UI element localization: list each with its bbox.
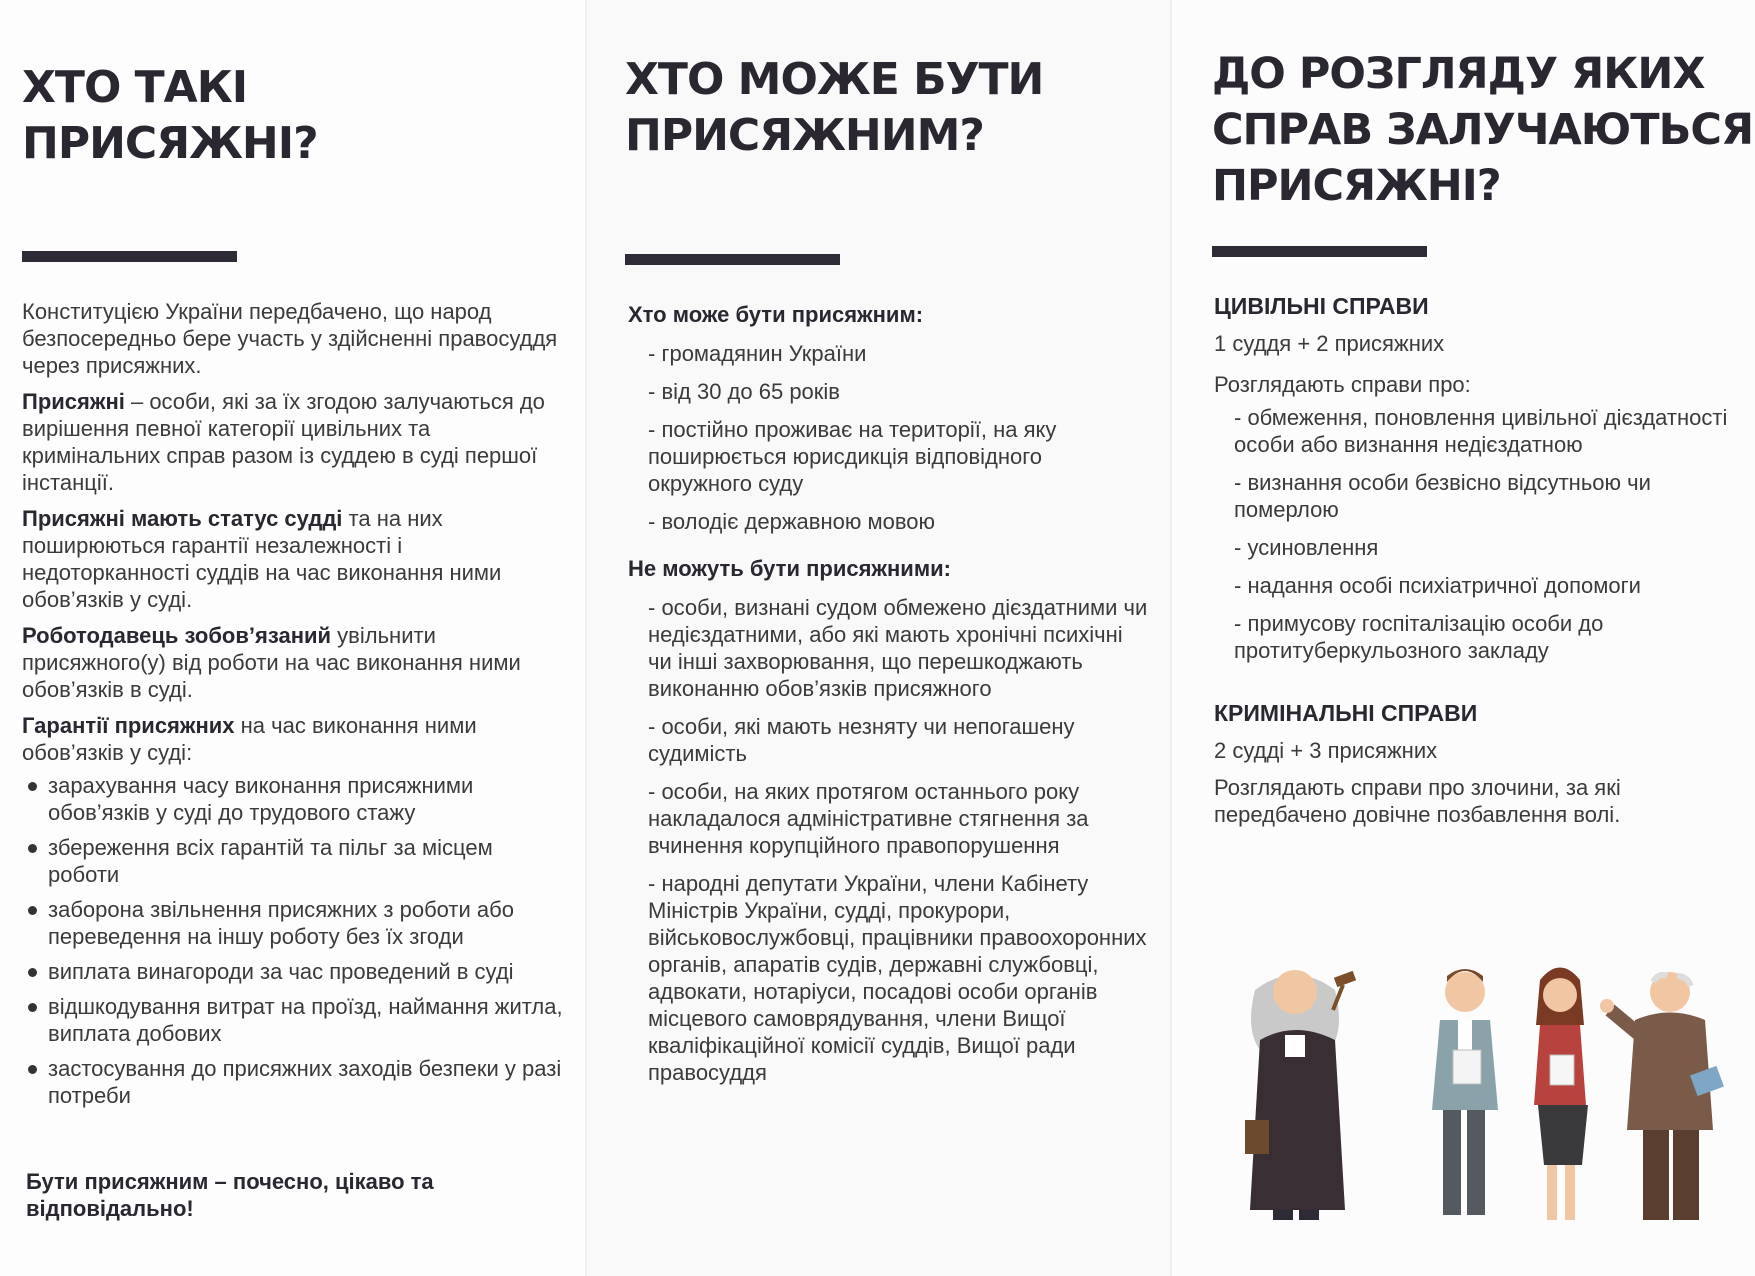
list-item: - постійно проживає на території, на яку поширюється юрисдикція відповідного окружного суду xyxy=(648,417,1057,496)
list-item: відшкодування витрат на проїзд, наймання житла, виплата добових xyxy=(22,993,567,1047)
civil-composition: 1 суддя + 2 присяжних xyxy=(1214,331,1445,356)
list-item: - володіє державною мовою xyxy=(648,509,936,534)
list-item: зарахування часу виконання присяжними обов’язків у суді до трудового стажу xyxy=(22,772,567,826)
col2-title xyxy=(625,52,1043,164)
judge-figure xyxy=(1245,970,1356,1220)
list-item: - громадянин України xyxy=(648,341,867,366)
civil-intro: Розглядають справи про: xyxy=(1214,372,1471,397)
criminal-text: Розглядають справи про злочини, за які передбачено довічне позбавлення волі. xyxy=(1214,775,1621,827)
guarantees-list xyxy=(22,772,567,1109)
col2-body xyxy=(628,301,1148,1097)
criminal-heading: КРИМІНАЛЬНІ СПРАВИ xyxy=(1214,700,1478,726)
civil-heading: ЦИВІЛЬНІ СПРАВИ xyxy=(1214,293,1429,319)
col3-title-line2: СПРАВ ЗАЛУЧАЮТЬСЯ xyxy=(1212,105,1754,155)
juror-woman-figure xyxy=(1534,968,1588,1221)
list-item: - особи, на яких протягом останнього року накладалося адміністративне стягнення за вчинення корупційного правопорушення xyxy=(648,779,1089,858)
col1-divider xyxy=(22,251,237,262)
bullet-icon xyxy=(28,782,37,791)
bullet-icon xyxy=(28,1003,37,1012)
list-item: - визнання особи безвісно відсутньою чи померлою xyxy=(1234,470,1651,522)
list-item: - усиновлення xyxy=(1234,535,1379,560)
col1-closing: Бути присяжним – почесно, цікаво та відповідально! xyxy=(26,1169,434,1221)
list-item: збереження всіх гарантій та пільг за місцем роботи xyxy=(22,834,567,888)
list-item: заборона звільнення присяжних з роботи або переведення на іншу роботу без їх згоди xyxy=(22,896,567,950)
col1-title-line2: ПРИСЯЖНІ? xyxy=(22,118,318,169)
list-item: - надання особі психіатричної допомоги xyxy=(1234,573,1641,598)
col3-title-line1: ДО РОЗГЛЯДУ ЯКИХ xyxy=(1212,49,1705,99)
list-item: - примусову госпіталізацію особи до протитуберкульозного закладу xyxy=(1234,611,1604,663)
col3-body xyxy=(1214,293,1734,828)
col1-title-line1: ХТО ТАКІ xyxy=(22,62,248,113)
col1-para-employer: Роботодавець зобов’язаний увільнити присяжного(у) від роботи на час виконання ними обов’язків в суді. xyxy=(22,623,521,702)
list-item: - обмеження, поновлення цивільної дієздатності особи або визнання недієздатною xyxy=(1234,405,1728,457)
col1-para-guarantees: Гарантії присяжних на час виконання ними обов’язків у суді: xyxy=(22,713,477,765)
cannot-list xyxy=(628,594,1148,1086)
col3-divider xyxy=(1212,246,1427,257)
can-list xyxy=(628,340,1148,535)
col1-para-status: Присяжні мають статус судді та на них поширюються гарантії незалежності і недоторканності суддів на час виконання ними обов’язків у суді. xyxy=(22,506,502,612)
list-item: - народні депутати України, члени Кабінету Міністрів України, судді, прокурори, військовослужбовці, працівники правоохоронних органів, апаратів судів, державні службовці, адвокати, нотаріуси, посадові особи органів місцевого самоврядування, члени Вищої кваліфікаційної комісії суддів, Вищої ради правосуддя xyxy=(648,871,1147,1085)
criminal-composition: 2 судді + 3 присяжних xyxy=(1214,738,1438,763)
bullet-icon xyxy=(28,968,37,977)
cannot-heading: Не можуть бути присяжними: xyxy=(628,556,951,581)
bullet-icon xyxy=(28,844,37,853)
bullet-icon xyxy=(28,1065,37,1074)
list-item: - особи, які мають незняту чи непогашену судимість xyxy=(648,714,1075,766)
fold-line xyxy=(585,0,587,1276)
juror-man-figure xyxy=(1432,969,1498,1215)
list-item: - особи, визнані судом обмежено дієздатними чи недієздатними, або які мають хронічні психічні чи інші захворювання, що перешкоджають виконанню обов’язків присяжного xyxy=(648,595,1148,701)
juror-elder-figure xyxy=(1600,972,1724,1220)
list-item: застосування до присяжних заходів безпеки у разі потреби xyxy=(22,1055,567,1109)
col3-title xyxy=(1212,46,1753,214)
col1-body xyxy=(22,298,567,1117)
col2-title-line1: ХТО МОЖЕ БУТИ xyxy=(625,54,1044,105)
col2-divider xyxy=(625,254,840,265)
fold-line xyxy=(1170,0,1172,1276)
civil-list xyxy=(1214,404,1734,664)
col1-title xyxy=(22,60,318,172)
list-item: - від 30 до 65 років xyxy=(648,379,840,404)
bullet-icon xyxy=(28,906,37,915)
col3-title-line3: ПРИСЯЖНІ? xyxy=(1212,161,1501,211)
jurors-illustration xyxy=(1215,940,1725,1240)
col1-para-jurors: Присяжні – особи, які за їх згодою залучаються до вирішення певної категорії цивільних та кримінальних справ разом із суддею в суді першої інстанції. xyxy=(22,389,545,495)
col2-title-line2: ПРИСЯЖНИМ? xyxy=(625,110,984,161)
list-item: виплата винагороди за час проведений в суді xyxy=(22,958,567,985)
col1-intro: Конституцією України передбачено, що народ безпосередньо бере участь у здійсненні правосуддя через присяжних. xyxy=(22,299,558,378)
can-heading: Хто може бути присяжним: xyxy=(628,302,924,327)
